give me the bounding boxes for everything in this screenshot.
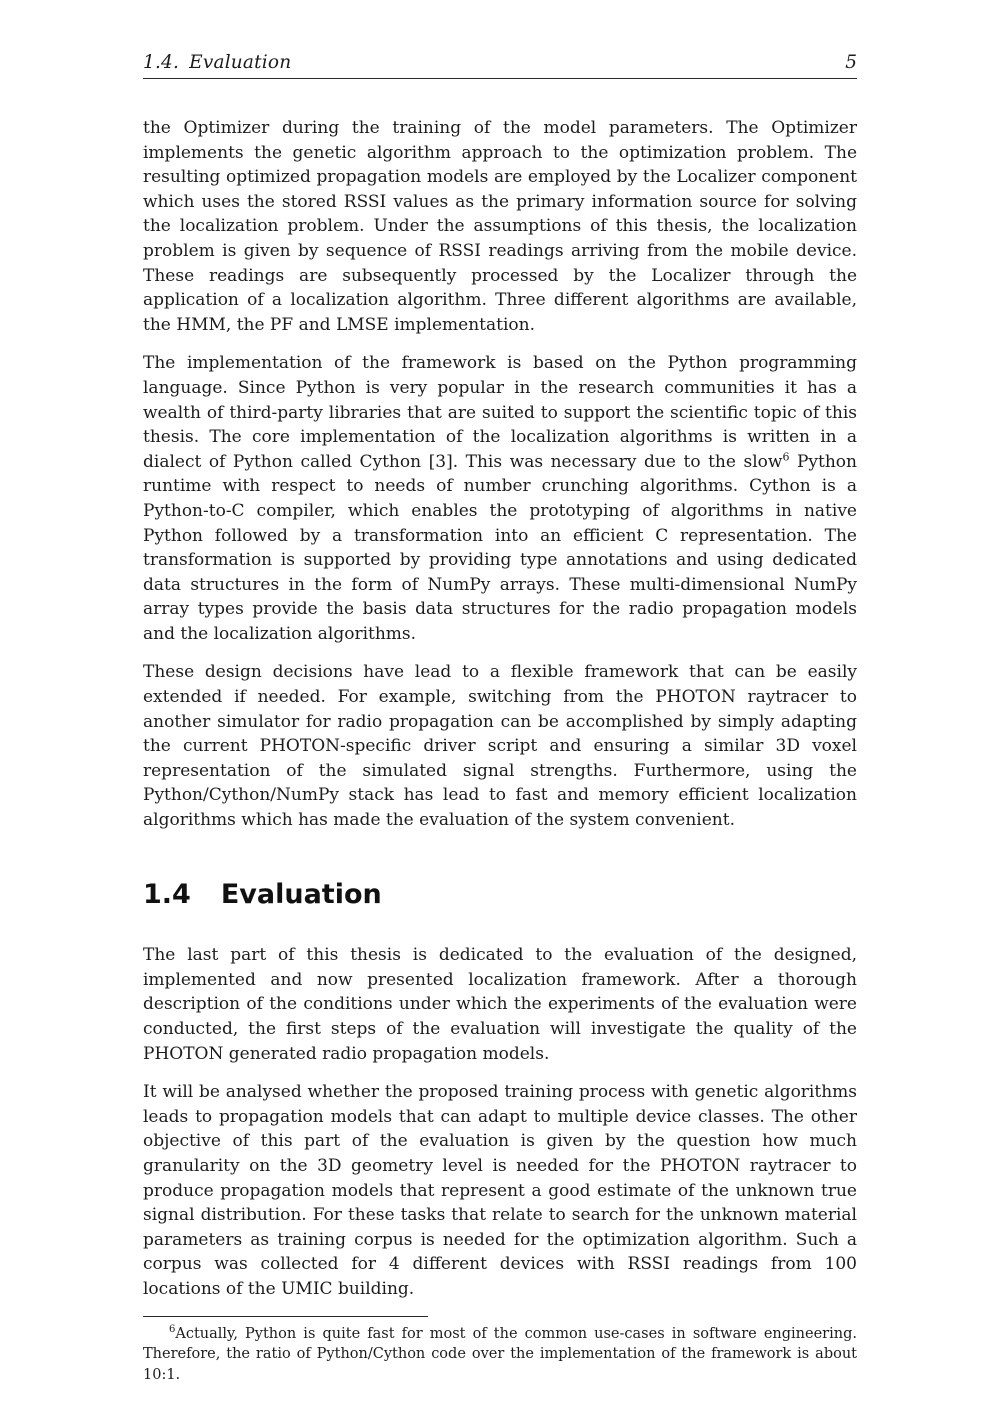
- page-body: [143, 116, 857, 1302]
- section-heading: [143, 878, 857, 910]
- paragraph-implementation: [143, 351, 857, 646]
- paragraph-implementation-pre: The implementation of the framework is based on the Python programming language. Since Python is very popular in the research communities it has a wealth of third-party libraries that are suited to support the scientific topic of this thesis. The core implementation of the localization algorithms is written in a dialect of Python called Cython [3]. This was necessary due to the slow: [143, 353, 857, 472]
- footnote-area: [143, 1316, 857, 1386]
- running-header: [143, 52, 857, 79]
- paragraph-design-decisions: These design decisions have lead to a flexible framework that can be easily extended if needed. For example, switching from the PHOTON raytracer to another simulator for radio propagation can be accomplished by simply adapting the current PHOTON-specific driver script and ensuring a similar 3D voxel representation of the simulated signal strengths. Furthermore, using the Python/Cython/NumPy stack has lead to fast and memory efficient localization algorithms which has made the evaluation of the system convenient.: [143, 662, 857, 831]
- footnote: [143, 1324, 857, 1386]
- footnote-reference: 6: [782, 450, 790, 464]
- paragraph-optimizer: the Optimizer during the training of the model parameters. The Optimizer implements the genetic algorithm approach to the optimization problem. The resulting optimized propagation models are employed by the Localizer component which uses the stored RSSI values as the primary information source for solving the localization problem. Under the assumptions of this thesis, the localization problem is given by sequence of RSSI readings arriving from the mobile device. These readings are subsequently processed by the Localizer through the application of a localization algorithm. Three different algorithms are available, the HMM, the PF and LMSE implementation.: [143, 118, 857, 335]
- footnote-marker: 6: [169, 1323, 176, 1335]
- running-header-section-name: Evaluation: [189, 52, 292, 73]
- paragraph-implementation-post: Python runtime with respect to needs of number crunching algorithms. Cython is a Python-to-C compiler, which enables the prototyping of algorithms in native Python followed by a transformation into an efficient C representation. The transformation is supported by providing type annotations and using dedicated data structures in the form of NumPy arrays. These multi-dimensional NumPy array types provide the basis data structures for the radio propagation models and the localization algorithms.: [143, 451, 857, 644]
- paragraph-analysis: It will be analysed whether the proposed training process with genetic algorithms leads to propagation models that can adapt to multiple device classes. The other objective of this part of the evaluation is given by the question how much granularity on the 3D geometry level is needed for the PHOTON raytracer to produce propagation models that represent a good estimate of the unknown true signal distribution. For these tasks that relate to search for the unknown material parameters as training corpus is needed for the optimization algorithm. Such a corpus was collected for 4 different devices with RSSI readings from 100 locations of the UMIC building.: [143, 1082, 857, 1299]
- footnote-text: Actually, Python is quite fast for most of the common use-cases in software engineering. Therefore, the ratio of Python/Cython code over the implementation of the framework is about 10:1.: [143, 1325, 857, 1383]
- section-heading-title: Evaluation: [220, 878, 382, 910]
- running-header-section-number: 1.4.: [143, 52, 180, 73]
- paragraph-last-part: The last part of this thesis is dedicated to the evaluation of the designed, implemented and now presented localization framework. After a thorough description of the conditions under which the experiments of the evaluation were conducted, the first steps of the evaluation will investigate the quality of the PHOTON generated radio propagation models.: [143, 945, 857, 1064]
- footnote-rule: [143, 1316, 428, 1317]
- running-header-section: [143, 52, 291, 73]
- section-heading-number: 1.4: [143, 878, 191, 910]
- page-number: 5: [845, 52, 857, 73]
